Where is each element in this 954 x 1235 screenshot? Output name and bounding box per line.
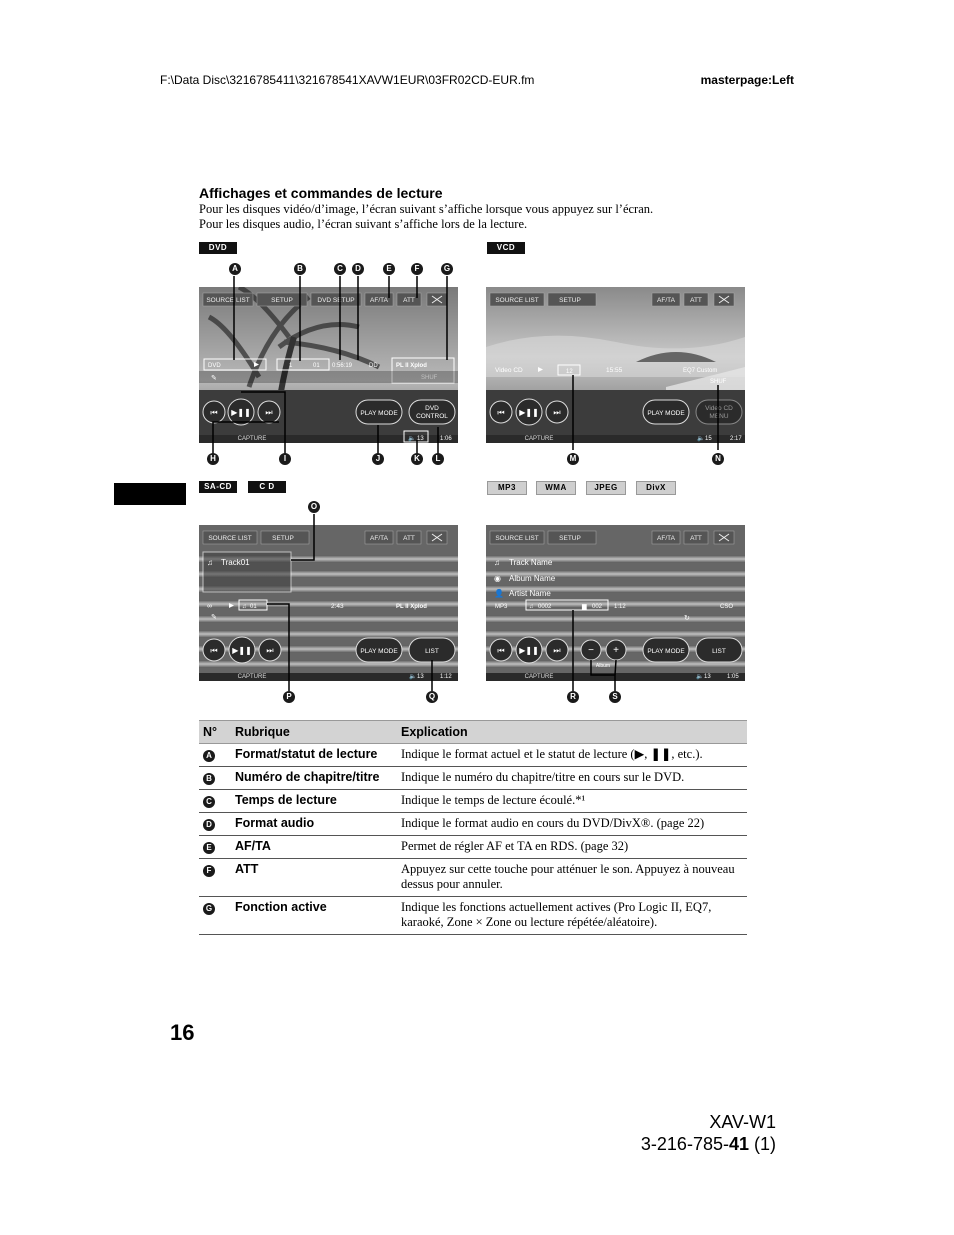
dvd-dvd-setup[interactable]: DVD SETUP [317, 297, 355, 304]
dvd-source-list[interactable]: SOURCE LIST [206, 297, 250, 304]
svg-text:DVD: DVD [425, 405, 439, 412]
col-header-rubrique: Rubrique [231, 721, 397, 744]
mp3-track-icon: ♫ [494, 558, 500, 567]
vcd-volume-icon: 🔈 [697, 436, 705, 442]
cd-track-no-icon: ♫ [242, 604, 247, 610]
callout-b: B [294, 263, 306, 275]
mp3-volume-icon: 🔈 [696, 674, 704, 680]
mp3-format: MP3 [495, 604, 508, 610]
mp3-capture[interactable]: CAPTURE [524, 674, 554, 680]
table-row [199, 897, 747, 935]
mp3-source-list[interactable]: SOURCE LIST [495, 535, 539, 542]
mp3-volume: 13 [704, 674, 711, 680]
cd-source-list[interactable]: SOURCE LIST [208, 535, 252, 542]
cd-leader-lines [199, 500, 459, 700]
cd-att[interactable]: ATT [403, 535, 415, 542]
tag-cd: C D [248, 481, 286, 493]
table-row [199, 813, 747, 836]
dvd-att[interactable]: ATT [403, 297, 415, 304]
row-label-icon: F [203, 865, 215, 877]
callout-o: O [308, 501, 320, 513]
header-masterpage: masterpage:Left [700, 73, 794, 87]
table-row [199, 859, 747, 897]
tag-vcd: VCD [487, 242, 525, 254]
svg-text:PLAY MODE: PLAY MODE [360, 648, 398, 655]
svg-text:LIST: LIST [425, 648, 439, 655]
vcd-att[interactable]: ATT [690, 297, 702, 304]
mp3-time: 1:12 [614, 604, 626, 610]
svg-text:⏭: ⏭ [553, 646, 561, 655]
callout-e: E [383, 263, 395, 275]
svg-text:PLAY MODE: PLAY MODE [647, 648, 685, 655]
dvd-title-number: 01 [313, 363, 320, 369]
dvd-volume: 13 [417, 436, 424, 442]
callout-l: L [432, 453, 444, 465]
mp3-track-no: 0002 [538, 604, 552, 610]
svg-text:PLAY MODE: PLAY MODE [647, 410, 685, 417]
dvd-audio-format: DD [369, 363, 378, 369]
table-row [199, 744, 747, 767]
vcd-format: Video CD [495, 367, 523, 374]
dvd-format: DVD [208, 363, 221, 369]
mp3-album-name: Album Name [509, 574, 556, 583]
vcd-capture[interactable]: CAPTURE [524, 436, 554, 442]
row-explication: Indique le format audio en cours du DVD/DivX®. (page 22) [397, 813, 747, 836]
callout-g: G [441, 263, 453, 275]
row-label-icon: C [203, 796, 215, 808]
row-explication: Appuyez sur cette touche pour atténuer le son. Appuyez à nouveau dessus pour annuler. [397, 859, 747, 897]
tag-divx: DivX [636, 481, 676, 495]
tag-mp3: MP3 [487, 481, 527, 495]
svg-text:CONTROL: CONTROL [416, 413, 448, 420]
callout-d: D [352, 263, 364, 275]
cd-af-ta[interactable]: AF/TA [370, 535, 388, 542]
intro-line-2: Pour les disques audio, l’écran suivant s’affiche lors de la lecture. [199, 216, 528, 231]
cd-track-no: 01 [250, 604, 257, 610]
row-explication: Indique le numéro du chapitre/titre en cours sur le DVD. [397, 767, 747, 790]
row-rubrique: Numéro de chapitre/titre [231, 767, 397, 790]
callout-m: M [567, 453, 579, 465]
row-explication: Permet de régler AF et TA en RDS. (page 32) [397, 836, 747, 859]
svg-text:MENU: MENU [709, 413, 729, 420]
callout-a: A [229, 263, 241, 275]
dvd-mic-icon: ✎ [211, 375, 217, 382]
cd-setup[interactable]: SETUP [272, 535, 294, 542]
table-row [199, 790, 747, 813]
row-explication: Indique les fonctions actuellement actives (Pro Logic II, EQ7, karaoké, Zone × Zone ou lecture répétée/aléatoire). [397, 897, 747, 935]
vcd-time: 15:55 [606, 367, 623, 374]
svg-text:▶❚❚: ▶❚❚ [232, 646, 252, 655]
cd-functions: PL II Xplod [396, 604, 427, 610]
svg-text:⏭: ⏭ [266, 646, 274, 655]
footer-code-prefix: 3-216-785- [640, 1134, 729, 1154]
callout-i: I [279, 453, 291, 465]
vcd-shuf: SHUF [710, 379, 727, 385]
dvd-volume-icon: 🔈 [408, 436, 416, 442]
svg-text:LIST: LIST [712, 648, 726, 655]
vcd-clock: 2:17 [730, 436, 742, 442]
cd-repeat-icon: ∞ [207, 603, 212, 610]
callout-k: K [411, 453, 423, 465]
mp3-setup[interactable]: SETUP [559, 535, 581, 542]
svg-text:⏮: ⏮ [210, 408, 218, 417]
callout-h: H [207, 453, 219, 465]
row-rubrique: Temps de lecture [231, 790, 397, 813]
dvd-functions: PL II Xplod [396, 363, 427, 369]
tag-sacd: SA-CD [199, 481, 237, 493]
vcd-track: 12 [566, 369, 573, 375]
row-explication: Indique le temps de lecture écoulé.*¹ [397, 790, 747, 813]
row-label-icon: B [203, 773, 215, 785]
mp3-folder-icon: ▆ [582, 604, 587, 610]
chapter-tab-marker [114, 483, 186, 505]
cd-mic-icon: ✎ [211, 614, 217, 621]
vcd-eq: EQ7 Custom [683, 368, 718, 374]
callout-j: J [372, 453, 384, 465]
cd-clock: 1:12 [440, 674, 452, 680]
table-row [199, 836, 747, 859]
cd-note-icon: ♫ [207, 558, 213, 567]
mp3-repeat-icon: ↻ [684, 615, 690, 622]
tag-jpeg: JPEG [586, 481, 626, 495]
callout-q: Q [426, 691, 438, 703]
footer-model: XAV-W1 [709, 1112, 776, 1132]
row-explication: Indique le format actuel et le statut de lecture (▶, ❚❚, etc.). [397, 744, 747, 767]
row-rubrique: ATT [231, 859, 397, 897]
page-number: 16 [170, 1020, 195, 1045]
mp3-album-icon: ◉ [494, 574, 501, 583]
dvd-chapter: 1 [289, 363, 293, 369]
callout-r: R [567, 691, 579, 703]
mp3-track-no-icon: ♫ [529, 604, 534, 610]
svg-text:PLAY MODE: PLAY MODE [360, 410, 398, 417]
vcd-af-ta[interactable]: AF/TA [657, 297, 675, 304]
svg-text:Video CD: Video CD [705, 405, 733, 412]
row-rubrique: Format audio [231, 813, 397, 836]
cd-time: 2:43 [331, 603, 344, 610]
dvd-leader-lines [199, 262, 469, 472]
callout-p: P [283, 691, 295, 703]
svg-text:⏮: ⏮ [497, 646, 505, 655]
vcd-leader-lines [486, 360, 745, 460]
cd-capture[interactable]: CAPTURE [237, 674, 267, 680]
section-title: Affichages et commandes de lecture [199, 185, 443, 201]
cd-volume: 13 [417, 674, 424, 680]
svg-text:▶❚❚: ▶❚❚ [231, 408, 251, 417]
mp3-album-label: Album [595, 663, 611, 669]
vcd-volume: 15 [705, 436, 712, 442]
svg-text:⏭: ⏭ [265, 408, 273, 417]
section-intro [199, 202, 759, 231]
row-rubrique: AF/TA [231, 836, 397, 859]
mp3-af-ta[interactable]: AF/TA [657, 535, 675, 542]
mp3-clock: 1:05 [727, 674, 739, 680]
mp3-track-name: Track Name [509, 558, 553, 567]
mp3-artist-icon: 👤 [494, 589, 504, 598]
callout-n: N [712, 453, 724, 465]
vcd-setup[interactable]: SETUP [559, 297, 581, 304]
row-label-icon: G [203, 903, 215, 915]
col-header-explication: Explication [397, 721, 747, 744]
tag-dvd: DVD [199, 242, 237, 254]
dvd-clock: 1:06 [440, 436, 452, 442]
mp3-artist-name: Artist Name [509, 589, 551, 598]
row-label-icon: D [203, 819, 215, 831]
dvd-time: 0:56:19 [332, 363, 353, 369]
dvd-setup[interactable]: SETUP [271, 297, 293, 304]
cd-track-name: Track01 [221, 558, 250, 567]
callout-s: S [609, 691, 621, 703]
table-row [199, 767, 747, 790]
header-file-path: F:\Data Disc\3216785411\321678541XAVW1EUR\03FR02CD-EUR.fm [160, 73, 535, 87]
svg-text:−: − [588, 645, 594, 656]
intro-line-1: Pour les disques vidéo/d’image, l’écran suivant s’affiche lorsque vous appuyez sur l’écran. [199, 202, 654, 216]
svg-text:⏭: ⏭ [553, 408, 561, 417]
mp3-leader-lines [486, 600, 745, 700]
svg-text:▶❚❚: ▶❚❚ [519, 408, 539, 417]
row-label-icon: A [203, 750, 215, 762]
tag-wma: WMA [536, 481, 576, 495]
dvd-capture[interactable]: CAPTURE [237, 436, 267, 442]
mp3-cso: CSO [720, 604, 734, 610]
callout-f: F [411, 263, 423, 275]
svg-text:▶❚❚: ▶❚❚ [519, 646, 539, 655]
vcd-source-list[interactable]: SOURCE LIST [495, 297, 539, 304]
svg-text:⏮: ⏮ [497, 408, 505, 417]
footer-code [641, 1133, 776, 1155]
mp3-folder-no: 002 [592, 604, 603, 610]
dvd-af-ta[interactable]: AF/TA [370, 297, 388, 304]
callout-c: C [334, 263, 346, 275]
dvd-shuf: SHUF [421, 375, 438, 381]
items-table [199, 720, 747, 935]
footer-code-suffix: (1) [749, 1134, 776, 1154]
svg-text:+: + [613, 645, 619, 656]
footer-code-bold: 41 [728, 1134, 749, 1154]
table-header-row [199, 721, 747, 744]
col-header-num: N° [199, 721, 231, 744]
row-rubrique: Format/statut de lecture [231, 744, 397, 767]
cd-volume-icon: 🔈 [409, 674, 417, 680]
mp3-att[interactable]: ATT [690, 535, 702, 542]
row-rubrique: Fonction active [231, 897, 397, 935]
svg-text:⏮: ⏮ [210, 646, 218, 655]
row-label-icon: E [203, 842, 215, 854]
